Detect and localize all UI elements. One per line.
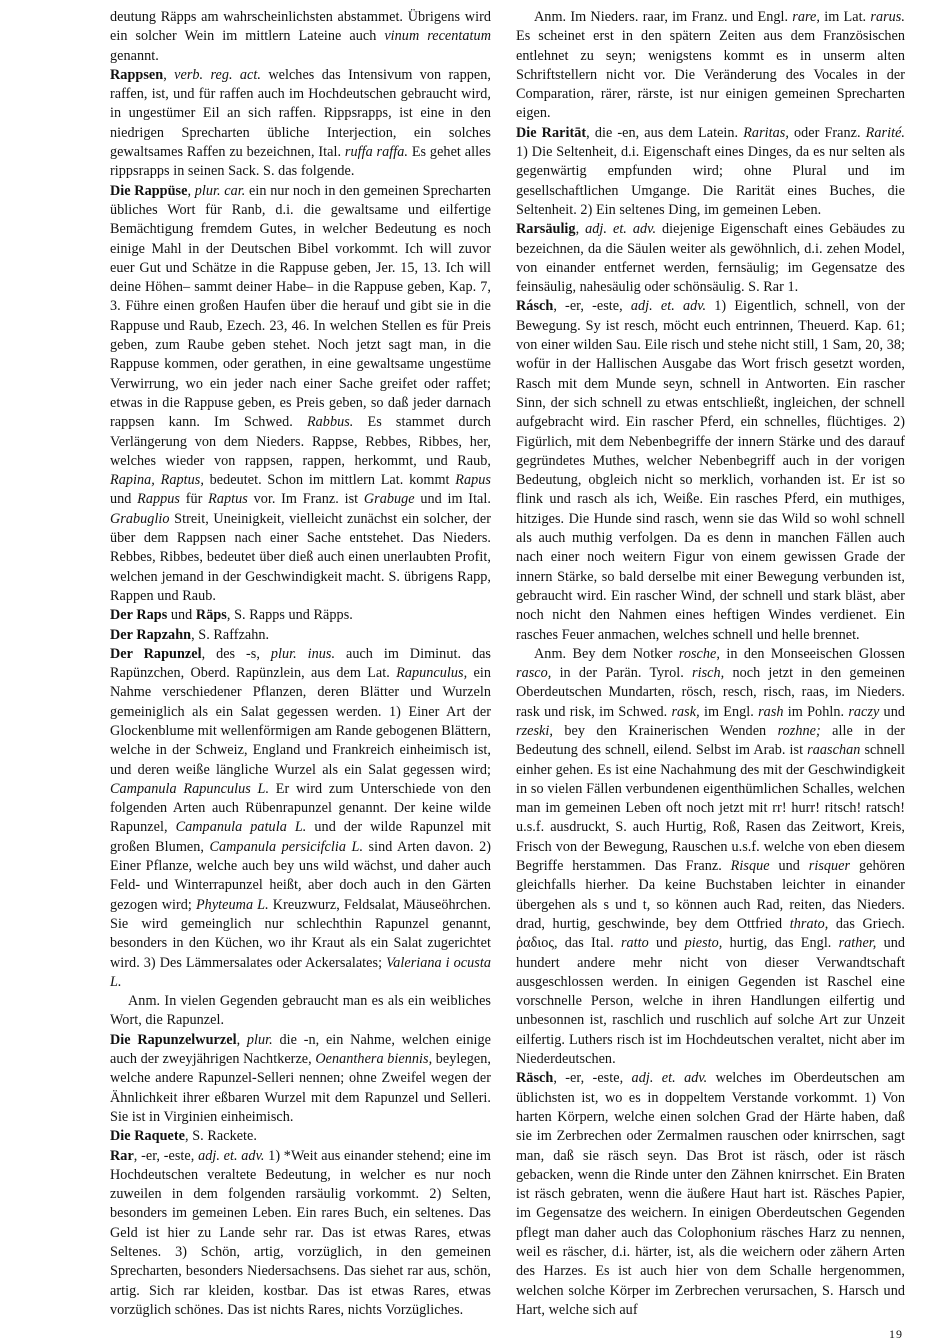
italic-term: adj. et. adv.	[585, 221, 657, 238]
entry-text: im Lat.	[820, 9, 871, 25]
headword: Die Raquete	[110, 1128, 186, 1145]
italic-term: raaschan	[807, 742, 861, 759]
entry-text: hurtig, das Engl.	[722, 935, 839, 952]
italic-term: verb. reg. act.	[174, 66, 261, 83]
entry-text: und	[167, 607, 196, 624]
dictionary-entry	[516, 297, 905, 644]
headword: Räsch	[516, 1070, 554, 1087]
italic-term: ratto	[620, 935, 649, 952]
italic-term: rask,	[671, 703, 700, 720]
entry-text: gehören gleichfalls hierher. Da keine Buchstaben leichter in einander übergehen als s und t, so können auch Rad, reiten, das Nieders. drad, hurtig, geschwinde, bey dem Ottfried	[516, 858, 905, 932]
entry-text: Es stammet durch Verlängerung von dem Nieders. Rappse, Rebbes, Ribbes, her, welches wieder von rappsen, rappen, herkommt, und Raub,	[110, 414, 491, 469]
dictionary-entry	[516, 124, 905, 220]
entry-text: Es gehet alles rippsrapps in seinen Sack. S. das folgende.	[110, 144, 491, 180]
dictionary-entry	[110, 606, 491, 625]
entry-text: oder Franz.	[788, 124, 866, 141]
annotation-paragraph	[516, 8, 905, 124]
headword: Räps	[195, 607, 227, 624]
entry-text: Anm. Bey dem Notker	[534, 645, 679, 662]
entry-text: vor. Im Franz. ist	[247, 491, 364, 508]
italic-term: rare,	[792, 9, 820, 25]
italic-term: Rarité.	[865, 124, 906, 141]
entry-text: , -er, -este,	[553, 298, 631, 315]
italic-term: Raritas,	[743, 124, 789, 141]
italic-term: thrato,	[789, 915, 829, 932]
italic-term: risquer	[808, 858, 851, 875]
entry-text: , S. Rackete.	[185, 1128, 257, 1145]
entry-text: noch jetzt in den gemeinen Oberdeutschen Mundarten, rösch, resch, risch, raas, im Nieders. rask und risk, im Schwed.	[516, 665, 905, 720]
italic-term: Rappus	[137, 491, 181, 508]
entry-text: ,	[236, 1031, 247, 1048]
italic-term: adj. et. adv.	[631, 1070, 708, 1087]
entry-text: das Griech. ῥαδιος, das Ital.	[516, 915, 905, 952]
headword: Die Rapunzelwurzel	[110, 1031, 237, 1048]
annotation-paragraph	[110, 992, 491, 1031]
italic-term: Phyteuma L.	[195, 896, 269, 913]
italic-term: Risque	[730, 858, 770, 875]
italic-term: Rapunculus,	[396, 665, 468, 682]
entry-text: , des -s,	[201, 645, 271, 662]
italic-term: Grabuge	[363, 491, 415, 508]
italic-term: piesto,	[684, 935, 723, 952]
italic-term: ruffa raffa.	[344, 144, 408, 161]
headword: Der Rapunzel	[110, 645, 202, 662]
italic-term: vinum recentatum	[384, 28, 491, 45]
italic-term: adj. et. adv.	[198, 1147, 265, 1164]
headword: Rarsäulig	[516, 221, 576, 238]
dictionary-entry	[110, 1031, 491, 1127]
entry-text: ein nur noch in den gemeinen Sprecharten übliches Wort für Ranb, d.i. die gewaltsame und eilfertige Bemächtigung fremdem Gutes, in welcher Bedeutung es noch einige Mahl in der Deutschen Bibel vorkommt. Ich will zuvor euer Gut und Schätze in die Rappuse geben, Jer. 15, 13. Ich will deine Höhen– sammt deiner Habe– in die Rappuse geben, Kap. 7, 3. Führe einen großen Haufen über die herauf und gibt sie in die Rappuse und Raub, Ezech. 23, 46. In welchen Stellen es für Preis geben, zum Raube geben stehet. Noch jetzt sagt man, in die Rappuse kommen, oder gerathen, in eine gewaltsame ungestüme Verwirrung, wo ein jeder nach einer Sache greifet oder raffet; etwas in die Rappuse geben, es Preis geben, so daß jeder darnach rappsen kann. Im Schwed.	[110, 182, 491, 431]
italic-term: Campanula persicifclia L.	[209, 838, 364, 855]
italic-term: Rapus	[455, 472, 491, 489]
dictionary-entry	[110, 8, 491, 66]
left-column	[110, 8, 491, 1320]
entry-text: alle in der Bedeutung des schnell, eilend. Selbst im Arab. ist	[516, 722, 905, 759]
entry-text: und im Ital.	[414, 491, 491, 508]
entry-text: ,	[163, 66, 175, 83]
dictionary-entry	[516, 220, 905, 297]
entry-text: die -n, ein Nahme, welchen einige auch der zweyjährigen Nachtkerze,	[110, 1031, 491, 1068]
entry-text: und	[879, 703, 905, 720]
dictionary-entry	[516, 1069, 905, 1320]
dictionary-entry	[110, 182, 491, 607]
headword: Rappsen	[110, 66, 164, 83]
right-column	[516, 8, 905, 1342]
headword: Die Raritāt	[516, 124, 587, 141]
italic-term: risch,	[692, 665, 725, 682]
headword: Rar	[110, 1147, 134, 1164]
entry-text: 1) Die Seltenheit, d.i. Eigenschaft eines Dinges, da es nur selten als gegenwärtig empfunden wird; ohne Plural und im gesellschaftlichen Umgange. Die Rarität eines Buches, die Seltenheit. 2) Ein seltenes Ding, im gemeinen Leben.	[516, 144, 905, 218]
entry-text: bey den Krainerischen Wenden	[553, 722, 778, 739]
headword: Rásch	[516, 298, 554, 315]
italic-term: raczy	[848, 703, 880, 720]
entry-text: bedeutet. Schon im mittlern Lat. kommt	[203, 472, 456, 489]
entry-text: , S. Raffzahn.	[191, 626, 270, 643]
headword: Der Raps	[110, 607, 168, 624]
headword: Die Rappüse	[110, 182, 188, 199]
italic-term: rzeski,	[516, 722, 553, 739]
italic-term: Campanula patula L.	[175, 819, 307, 836]
italic-term: Rabbus.	[306, 414, 354, 431]
italic-term: plur. inus.	[270, 645, 336, 662]
italic-term: rarus.	[870, 9, 905, 25]
entry-text: im Engl.	[699, 703, 759, 720]
entry-text: für	[180, 491, 209, 508]
entry-text: diejenige Eigenschaft eines Gebäudes zu bezeichnen, da die Säulen weiter als gewöhnlich, d.i. zehen Model, von einander entfernet werden, fernsäulig; im Gegensatze des feinsäulig, nahesäulig oder schönsäulig. S. Rar 1.	[516, 221, 906, 296]
entry-text: und	[769, 858, 809, 875]
page-number: 19	[889, 1327, 903, 1342]
entry-text: Er wird zum Unterschiede von den folgenden Arten auch Rübenrapunzel genannt. Der keine wilde Rapunzel,	[110, 780, 491, 836]
italic-term: plur. car.	[194, 182, 246, 199]
italic-term: Valeriana i ocusta L.	[110, 954, 492, 990]
entry-text: 1) *Weit aus einander stehend; eine im Hochdeutschen veraltete Bedeutung, in welcher es nur noch zuweilen in dem folgenden rarsäulig vorkommt. 2) Selten, besonders im gemeinen Leben. Ein rares Buch, ein seltenes. Das Geld ist hier zu Lande sehr rar. Das ist etwas Rares, etwas Seltenes. 3) Schön, artig, vorzüglich, in den gemeinen Sprecharten, besonders Niedersachsens. Das siehet rar aus, schön, artig. Sich rar kleiden, kostbar. Das ist etwas Rares, etwas vorzüglich schönes. Das ist nichts Rares, nichts Vorzügliches.	[110, 1147, 491, 1318]
entry-text: , -er, -este,	[133, 1147, 199, 1164]
entry-text: Es scheinet erst in den spätern Zeiten aus dem Französischen entlehnet zu seyn; wenigstens kommt es in unserm alten Schriftstellern nicht vor. Die Veränderung des Vocales in der Comparation, rärer, rärste, ist nur einigen gemeinen Sprecharten eigen.	[516, 28, 905, 122]
entry-text: auch im Diminut. das Rapünzchen, Oberd. Rapünzlein, aus dem Lat.	[110, 645, 492, 682]
italic-term: Raptus	[208, 491, 248, 508]
entry-text: Anm. Im Nieders. raar, im Franz. und Engl.	[534, 9, 793, 25]
entry-text: genannt.	[110, 47, 159, 64]
dictionary-entry	[110, 1127, 491, 1146]
italic-term: rather,	[838, 935, 877, 952]
entry-text: Kreuzwurz, Feldsalat, Mäuseöhrchen. Sie wird gemeinglich nur schlechthin Rapunzel genannt, besonders in den Küchen, wo ihr Kraut als ein Salat zugerichtet wird. 3) Des Lämmersalates oder Ackersalates;	[110, 896, 491, 971]
entry-text: im Pohln.	[783, 703, 849, 720]
entry-text: ein Nahme verschiedener Pflanzen, deren Blätter und Wurzeln gemeiniglich als ein Salat gegessen werden. 1) Einer Art der Glockenblume mit wellenförmigen am Rande gebogenen Blättern, welche in der Schweiz, England und Frankreich einheimisch ist, und deren weiße längliche Wurzel als ein Salat gegessen wird;	[110, 665, 491, 778]
italic-term: rash	[758, 703, 784, 720]
dictionary-entry	[110, 645, 491, 992]
entry-text: 1) Eigentlich, schnell, von der Bewegung. Sy ist resch, möcht euch entrinnen, Theuerd. Kap. 61; von einer wilden Sau. Eile risch und stehe nicht still, 1 Sam, 20, 38; wofür in der Hallischen Ausgabe das Wort frisch gesetzt worden, Rasch mit dem Munde seyn, schnell in Antworten. Ein rascher Sinn, der sich schnell zu etwas entschließt, ingleichen, der schnell aufgebracht wird. Ein rascher Pferd, ein schnelles, flüchtiges. 2) Figürlich, mit dem Nebenbegriffe der innern Stärke und des darauf gegründetes Muthes, welcher Nebenbegriff auch in der vorigen Bedeutung, obgleich nicht so merklich, vorhanden ist. Er ist so flink und rasch als ich, Weiße. Ein rasches Pferd, ein muthiges, hitziges. Die Hunde sind rasch, wenn sie das Wild so wohl schnell als auch muthig verfolgen. Da es denn in manchen Fällen auch nach einer noch weitern Figur von einem gewissen Grade der innern Stärke, so bald derselbe mit einer Bewegung verbunden ist, gebraucht wird. Ein rascher Wind, der schnell und stark bläst, aber noch nicht den Nahmen eines heftigen Windes verdienet. Ein rasches Feuer anmachen, welches schnell und helle brennet.	[516, 298, 905, 643]
entry-text: , S. Rapps und Räpps.	[226, 607, 353, 624]
entry-text: in der Parän. Tyrol.	[551, 665, 693, 682]
dictionary-entry	[110, 626, 491, 645]
entry-text: sind Arten davon. 2) Einer Pflanze, welche auch bey uns wild wächst, und daher auch Feld- und Winterrapunzel heißt, aber doch auch in den Gärten gezogen wird;	[110, 838, 491, 913]
entry-text: ,	[575, 221, 586, 238]
entry-text: welches das Intensivum von rappen, raffen, ist, und für raffen auch im Hochdeutschen gebraucht wird, in ungestümer Eil an sich raffen. Rippsrapps, ist eine in den niedrigen Sprecharten übliche Interjection, ein solches gewaltsames Raffen zu bezeichnen, Ital.	[110, 66, 491, 161]
entry-text: und	[110, 491, 138, 508]
italic-term: plur.	[246, 1031, 273, 1048]
entry-text: deutung Räpps am wahrscheinlichsten abstammet. Übrigens wird ein solcher Wein im mittlern Lateine auch	[110, 9, 491, 45]
entry-text: und	[648, 935, 685, 952]
entry-text: ,	[187, 182, 195, 199]
entry-text: , -er, -este,	[553, 1070, 632, 1087]
italic-term: Campanula Rapunculus L.	[110, 780, 270, 797]
dictionary-entry	[110, 1147, 491, 1321]
entry-text: beylegen, welche andere Rapunzel-Selleri nennen; ohne Zweifel wegen der Ähnlichkeit ihrer eßbaren Wurzel mit dem Rapunzel und Selleri. Sie ist in Virginien einheimisch.	[110, 1051, 491, 1125]
italic-term: rasco,	[516, 665, 552, 682]
italic-term: rozhne;	[777, 722, 821, 739]
entry-text: und hundert andere mehr nicht von dieser Verwandtschaft ausgeschlossen werden. In einigen Gegenden ist Raschel eine vorschnelle Person, welche in ihren Handlungen eilfertig und unbesonnen ist, raschlich und ruschlich auf solche Art zur Unzeit eilfertig. Luthers risch ist im Hochdeutschen veraltet, nicht aber im Niederdeutschen.	[516, 935, 906, 1068]
italic-term: adj. et. adv.	[630, 298, 707, 315]
italic-term: rosche,	[678, 645, 720, 662]
italic-term: Rapina, Raptus,	[110, 472, 204, 489]
entry-text: in den Monseeischen Glossen	[720, 645, 905, 662]
entry-text: schnell einher gehen. Es ist eine Nachahmung des mit der Geschwindigkeit in so vielen Fällen verbundenen eigenthümlichen Schalles, welchen man im gemeinen Leben oft noch jetzt mit rr! hurr! ritsch! ratsch! u.s.f. ausdruckt, S. auch Hurtig, Roß, Rasen das Zeitwort, Kreis, Frisch von der Bewegung, Rauschen u.s.f. welche von eben diesem Begriffe herstammen. Das Franz.	[516, 742, 905, 875]
headword: Der Rapzahn	[110, 626, 192, 643]
entry-text: welches im Oberdeutschen am üblichsten ist, wo es in doppeltem Verstande vorkommt. 1) Von harten Körpern, welche einen solchen Grad der Härte haben, daß sie im Zerbrechen oder Zermalmen rauschen oder knirrschen, sagt man, daß sie räsch seyn. Das Brot ist räsch, oder ist räsch gebacken, wenn die Rinde unter den Zähnen knirrschet. Ein Braten ist räsch gebraten, wenn die äußere Haut hart ist. Räsches Papier, im Gegensatze des weichern. In einigen Oberdeutschen Gegenden pflegt man daher auch das Colophonium räsches Harz zu nennen, weil es räscher, d.i. härter, ist, als die weichern oder zähern Arten des Harzes. Es ist auch hier von dem Schalle hergenommen, welchen solche Körper im Zerbrechen verursachen, S. Harsch und Hart, welche sich auf	[516, 1070, 905, 1318]
italic-term: Oenanthera biennis,	[315, 1051, 433, 1068]
italic-term: Grabuglio	[110, 510, 170, 527]
entry-text: und der wilde Rapunzel mit großen Blumen,	[110, 819, 491, 855]
entry-text: , die -en, aus dem Latein.	[586, 124, 744, 141]
entry-text: Streit, Uneinigkeit, vielleicht zunächst ein solcher, der über dem Rappsen nach einer Sache entstehet. Das Nieders. Rebbes, Ribbes, bedeutet über dieß auch einen unerlaubten Profit, welchen jemand in der Geschwindigkeit macht. S. übrigens Rapp, Rappen und Raub.	[110, 510, 491, 604]
dictionary-entry	[110, 66, 491, 182]
entry-text: Anm. In vielen Gegenden gebraucht man es als ein weibliches Wort, die Rapunzel.	[110, 993, 491, 1029]
annotation-paragraph	[516, 645, 905, 1070]
